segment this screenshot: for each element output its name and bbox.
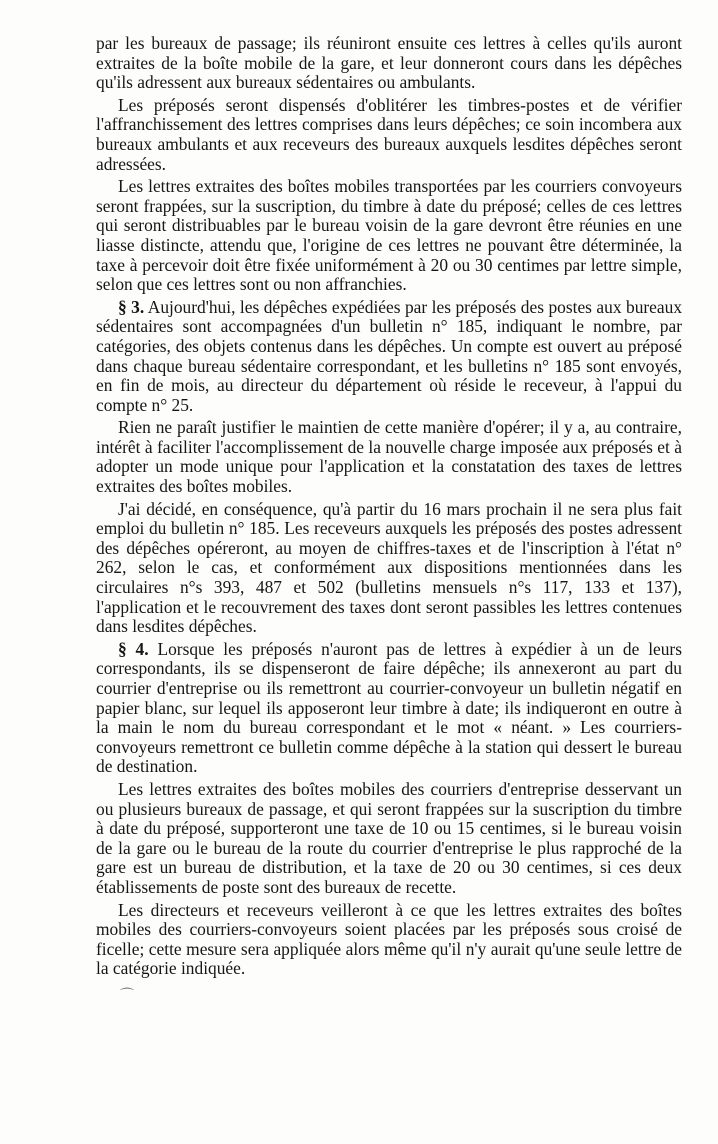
- paragraph-text: Rien ne paraît justifier le maintien de cette manière d'opérer; il y a, au contraire, intérêt à faciliter l'accomplissement de la nouvelle charge imposée aux préposés et à adopter un mode unique pour l'application et la constatation des taxes de lettres extraites des boîtes mobiles.: [96, 417, 682, 497]
- paragraph-text: J'ai décidé, en conséquence, qu'à partir du 16 mars prochain il ne sera plus fait emploi du bulletin n° 185. Les receveurs auxquels les préposés des postes adressent des dépêches opéreront, au moyen de chiffres-taxes et de l'inscription à l'état n° 262, selon le cas, et conformément aux dispositions mentionnées dans les circulaires n°s 393, 487 et 502 (bulletins mensuels n°s 117, 133 et 137), l'application et le recouvrement des taxes dont seront passibles les lettres contenues dans lesdites dépêches.: [96, 498, 682, 637]
- paragraph: [96, 780, 682, 898]
- paragraph-text: Les lettres extraites des boîtes mobiles transportées par les courriers convoyeurs seront frappées, sur la suscription, du timbre à date du préposé; celles de ces lettres qui seront distribuables par le bureau voisin de la gare devront être réunies en une liasse distincte, attendu que, l'origine de ces lettres ne pouvant être déterminée, la taxe à percevoir doit être fixée uniformément à 20 ou 30 centimes par lettre simple, selon que ces lettres sont ou non affranchies.: [96, 176, 682, 295]
- paragraph-text: Les lettres extraites des boîtes mobiles des courriers d'entreprise desservant un ou plusieurs bureaux de passage, et qui seront frappées sur la suscription du timbre à date du préposé, supporteront une taxe de 10 ou 15 centimes, si le bureau voisin de la gare ou le bureau de la route du courrier d'entreprise le plus rapproché de la gare est un bureau de distribution, et la taxe de 20 ou 30 centimes, si ces deux établissements de poste sont des bureaux de recette.: [96, 778, 682, 897]
- paragraph-section-3: [96, 298, 682, 416]
- section-number: § 4.: [118, 638, 149, 659]
- paragraph-text: Les préposés seront dispensés d'oblitérer les timbres-postes et de vérifier l'affranchissement des lettres comprises dans leurs dépêches; ce soin incombera aux bureaux ambulants et aux receveurs des bureaux auxquels lesdites dépêches seront adressées.: [96, 94, 682, 174]
- margin-mark: ⌒: [120, 988, 134, 1004]
- paragraph-text: par les bureaux de passage; ils réuniront ensuite ces lettres à celles qu'ils auront extraites de la boîte mobile de la gare, et leur donneront cours dans les dépêches qu'ils adressent aux bureaux sédentaires ou ambulants.: [96, 33, 682, 93]
- paragraph-text: Lorsque les préposés n'auront pas de lettres à expédier à un de leurs correspondants, ils se dispenseront de faire dépêche; ils annexeront au part du courrier d'entreprise ou ils remettront au courrier-convoyeur un bulletin négatif en papier blanc, sur lequel ils apposeront leur timbre à date; ils indiqueront en outre à la main le nom du bureau correspondant et le mot « néant. » Les courriers-convoyeurs remettront ce bulletin comme dépêche à la station qui dessert le bureau de destination.: [96, 638, 682, 777]
- paragraph-continued: [96, 34, 682, 93]
- document-body: [96, 34, 682, 979]
- paragraph-text: Les directeurs et receveurs veilleront à ce que les lettres extraites des boîtes mobiles des courriers-convoyeurs soient placées par les préposés sous croisé de ficelle; cette mesure sera appliquée alors même qu'il n'y aurait qu'une seule lettre de la catégorie indiquée.: [96, 899, 682, 979]
- paragraph-text: Aujourd'hui, les dépêches expédiées par les préposés des postes aux bureaux sédentaires sont accompagnées d'un bulletin n° 185, indiquant le nombre, par catégories, des objets contenus dans les dépêches. Un compte est ouvert au préposé dans chaque bureau sédentaire correspondant, et les bulletins n° 185 sont envoyés, en fin de mois, au directeur du département où réside le receveur, à l'appui du compte n° 25.: [96, 296, 683, 415]
- section-number: § 3.: [118, 296, 145, 317]
- paragraph: [96, 418, 682, 496]
- paragraph-section-4: [96, 640, 682, 777]
- paragraph: [96, 177, 682, 295]
- paragraph: [96, 500, 682, 637]
- paragraph: [96, 96, 682, 174]
- paragraph: [96, 901, 682, 979]
